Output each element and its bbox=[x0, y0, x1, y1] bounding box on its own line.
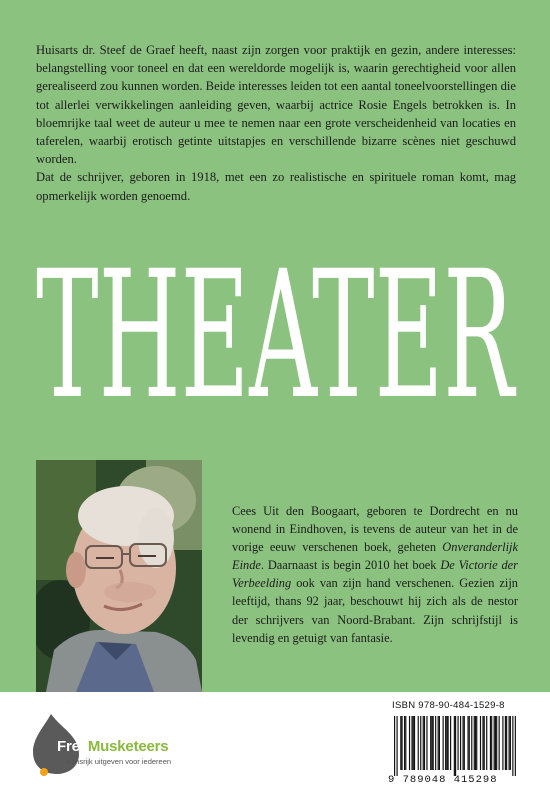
isbn-label: ISBN 978-90-484-1529-8 bbox=[392, 700, 505, 711]
cover-footer bbox=[0, 692, 550, 800]
barcode-bar bbox=[502, 716, 503, 770]
barcode-bar bbox=[510, 716, 511, 770]
barcode-bar bbox=[467, 716, 468, 770]
barcode-bar bbox=[457, 716, 458, 770]
barcode-bar bbox=[400, 716, 401, 770]
barcode-bar bbox=[438, 716, 439, 770]
publisher-logo bbox=[33, 710, 203, 780]
barcode-bar bbox=[509, 716, 510, 770]
barcode-bar bbox=[499, 716, 500, 770]
barcode-bar bbox=[414, 716, 415, 770]
barcode-digits: 9 789048 415298 bbox=[388, 774, 498, 786]
barcode-bar bbox=[480, 716, 481, 770]
barcode-bar bbox=[450, 716, 451, 770]
blurb-paragraph-2: Dat de schrijver, geboren in 1918, met een zo realistische en spirituele roman komt, mag opmerkelijk worden genoemd. bbox=[36, 170, 516, 203]
book-title bbox=[30, 248, 520, 408]
barcode-bar bbox=[394, 716, 395, 776]
barcode-bar bbox=[464, 716, 465, 770]
barcode-bar bbox=[435, 716, 436, 770]
barcode-bar bbox=[446, 716, 447, 770]
book-blurb bbox=[36, 41, 516, 205]
barcode-bar bbox=[445, 716, 446, 770]
barcode-bar bbox=[482, 716, 483, 770]
barcode-bar bbox=[448, 716, 449, 770]
barcode-bar bbox=[405, 716, 406, 770]
barcode-bar bbox=[431, 716, 432, 770]
barcode-bar bbox=[426, 716, 427, 770]
book-title-onveranderlijk-einde: Onveranderlijk Einde bbox=[232, 540, 518, 573]
barcode-bar bbox=[484, 716, 485, 770]
author-photo bbox=[36, 460, 202, 692]
barcode-bar bbox=[495, 716, 496, 770]
barcode-bar bbox=[512, 716, 513, 776]
barcode-bar bbox=[409, 716, 410, 770]
barcode-bar bbox=[474, 716, 475, 770]
barcode-bar bbox=[490, 716, 491, 770]
barcode-bar bbox=[486, 716, 487, 770]
barcode-bar bbox=[404, 716, 405, 770]
barcode-bar bbox=[494, 716, 495, 770]
publisher-name-musketeers: Musketeers bbox=[87, 738, 169, 755]
barcode-bar bbox=[424, 716, 425, 770]
barcode-bar bbox=[455, 716, 456, 776]
barcode-bar bbox=[515, 716, 516, 776]
barcode-bar bbox=[469, 716, 470, 770]
barcode-bar bbox=[471, 716, 472, 770]
barcode-bar bbox=[454, 716, 455, 776]
barcode-bar bbox=[418, 716, 419, 770]
author-bio-text: . Daarnaast is begin 2010 het boek bbox=[260, 558, 441, 573]
barcode-bars bbox=[394, 716, 516, 776]
publisher-name bbox=[57, 738, 168, 755]
barcode-bar bbox=[506, 716, 507, 770]
barcode-bar bbox=[462, 716, 463, 770]
barcode-bar bbox=[430, 716, 431, 770]
publisher-tagline: Kansrijk uitgeven voor iedereen bbox=[66, 757, 172, 766]
barcode-bar bbox=[439, 716, 440, 770]
barcode-bar bbox=[505, 716, 506, 770]
title-lettering bbox=[30, 248, 520, 408]
barcode-bar bbox=[411, 716, 412, 770]
barcode-bar bbox=[423, 716, 424, 770]
barcode-bar bbox=[396, 716, 397, 776]
barcode-bar bbox=[491, 716, 492, 770]
barcode-bar bbox=[420, 716, 421, 770]
barcode-bar bbox=[476, 716, 477, 770]
barcode-bar bbox=[460, 716, 461, 770]
author-bio-text: ook van zijn hand verschenen. Gezien zijn leeftijd, thans 92 jaar, beschouwt hij zich als de nestor der schrijvers van Noord-Brabant. Zijn schrijfstijl is levendig en getuigt van fantasie. bbox=[232, 576, 518, 645]
book-title-victorie: De Victorie der Verbeelding bbox=[232, 558, 518, 591]
blurb-paragraph-1: Huisarts dr. Steef de Graef heeft, naast zijn zorgen voor praktijk en gezin, andere interesses: belangstelling voor toneel en dat een wereldorde mogelijk is, waarin gerechtigheid voor allen gerealiseerd zou kunnen worden. Beide interesses leiden tot een aantal toneelvoorstellingen die tot allerlei verwikkelingen aanleiding geven, waarbij actrice Rosie Engels betrokken is. In bloemrijke taal weet de auteur u mee te nemen naar een grote verscheidenheid van locaties en taferelen, waarbij erotisch getinte uitstapjes en verschillende bizarre scènes niet geschuwd worden. bbox=[36, 43, 516, 167]
isbn-barcode bbox=[388, 698, 522, 790]
barcode-bar bbox=[496, 716, 497, 770]
publisher-name-free: Free bbox=[57, 738, 88, 755]
author-bio-text: Cees Uit den Boogaart, geboren te Dordrecht en nu wonend in Eindhoven, is tevens de auteur van het in de vorige eeuw verschenen boek, geheten bbox=[232, 504, 518, 555]
barcode-bar bbox=[475, 716, 476, 770]
title-text: THEATER bbox=[36, 248, 517, 408]
barcode-bar bbox=[401, 716, 402, 770]
author-bio bbox=[232, 502, 518, 647]
barcode-bar bbox=[433, 716, 434, 770]
barcode-bar bbox=[443, 716, 444, 770]
barcode-bar bbox=[413, 716, 414, 770]
